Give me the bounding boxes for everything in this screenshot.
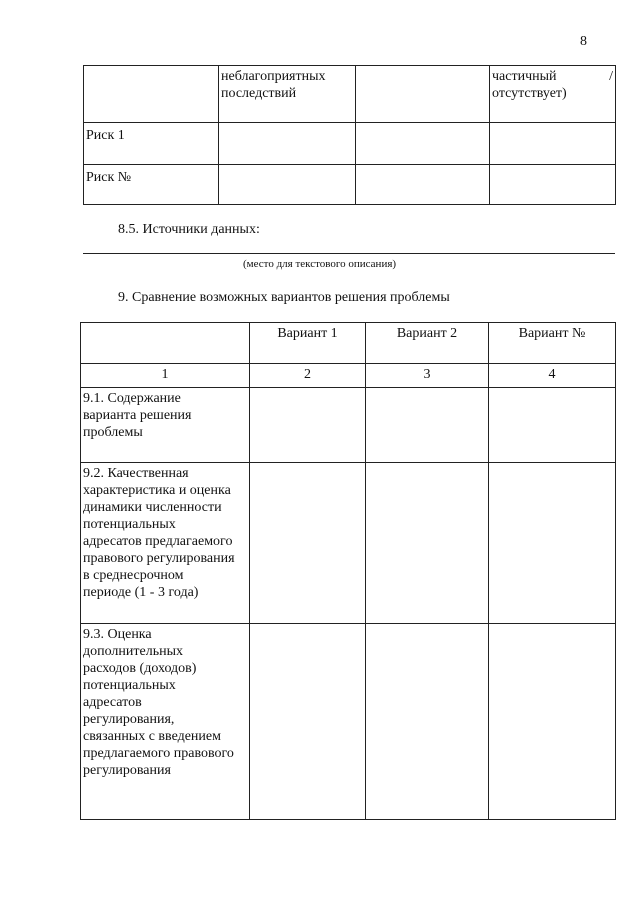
table-row [84,165,616,205]
row-label-line: проблемы [83,425,143,440]
sources-caption: (место для текстового описания) [243,258,397,270]
row-label-line: динамики численности [83,500,222,515]
comparison-title: 9. Сравнение возможных вариантов решения проблемы [118,290,450,305]
table-cell [489,624,616,820]
table-cell [250,624,366,820]
row-label-line: адресатов предлагаемого [83,534,233,549]
page-number: 8 [580,34,587,49]
table-cell [490,123,616,165]
risk-table-header-row [84,66,616,123]
risk-label: Риск 1 [84,123,219,165]
row-label-line: 9.3. Оценка [83,627,152,642]
row-label-line: правового регулирования [83,551,235,566]
variant-1-header: Вариант 1 [250,323,366,364]
table-cell [489,388,616,463]
risk-header-text: неблагоприятных [221,69,326,84]
row-label-9-2 [81,463,250,624]
table-cell [366,388,489,463]
column-number: 2 [250,364,366,388]
comparison-header-empty [81,323,250,364]
row-label-line: варианта решения [83,408,192,423]
risk-header-text: последствий [221,86,297,101]
risk-header-cell-3 [356,66,490,123]
table-cell [366,463,489,624]
row-label-line: 9.1. Содержание [83,391,181,406]
risk-header-text: частичный [492,69,557,84]
column-number: 3 [366,364,489,388]
risk-header-text: отсутствует) [492,86,567,101]
table-cell [356,123,490,165]
row-label-line: дополнительных [83,644,184,659]
row-label-line: периоде (1 - 3 года) [83,585,199,600]
table-cell [250,463,366,624]
sources-title: 8.5. Источники данных: [118,222,260,237]
row-label-line: адресатов [83,695,142,710]
table-cell [489,463,616,624]
row-label-line: потенциальных [83,678,176,693]
table-row [81,624,616,820]
row-label-line: связанных с введением [83,729,221,744]
variant-n-header: Вариант № [489,323,616,364]
table-row [81,388,616,463]
variant-2-header: Вариант 2 [366,323,489,364]
table-cell [250,388,366,463]
table-cell [356,165,490,205]
comparison-header-row [81,323,616,364]
row-label-line: регулирования, [83,712,175,727]
table-cell [366,624,489,820]
column-number: 4 [489,364,616,388]
row-label-line: предлагаемого правового [83,746,234,761]
column-number-row [81,364,616,388]
row-label-line: регулирования [83,763,171,778]
risk-table [83,65,616,205]
row-label-line: расходов (доходов) [83,661,197,676]
table-row [84,123,616,165]
table-row [81,463,616,624]
row-label-9-3 [81,624,250,820]
table-cell [490,165,616,205]
row-label-9-1 [81,388,250,463]
risk-header-slash: / [609,69,613,84]
row-label-line: потенциальных [83,517,176,532]
column-number: 1 [81,364,250,388]
sources-text-line [83,253,615,254]
table-cell [219,165,356,205]
risk-header-cell-4 [490,66,616,123]
risk-label: Риск № [84,165,219,205]
row-label-line: 9.2. Качественная [83,466,189,481]
row-label-line: характеристика и оценка [83,483,231,498]
comparison-table [80,322,616,820]
risk-header-cell-1 [84,66,219,123]
row-label-line: в среднесрочном [83,568,184,583]
risk-header-cell-2 [219,66,356,123]
table-cell [219,123,356,165]
